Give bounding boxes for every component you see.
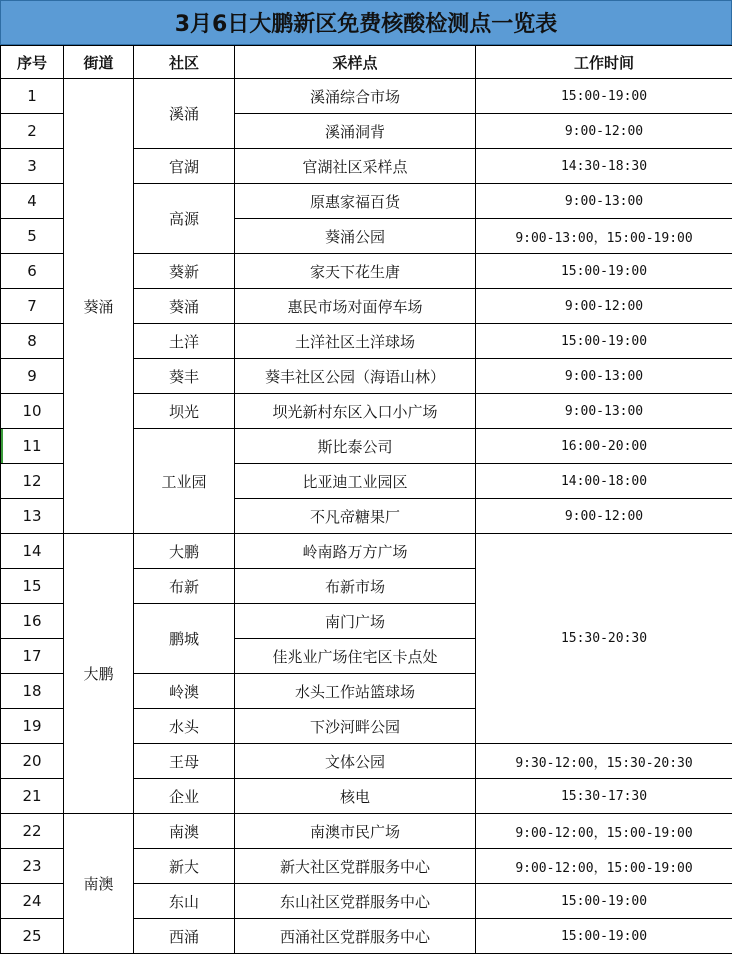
site-cell: 布新市场 <box>235 569 476 604</box>
community-cell: 葵新 <box>134 254 235 289</box>
site-cell: 原惠家福百货 <box>235 184 476 219</box>
community-cell: 葵涌 <box>134 289 235 324</box>
header-no: 序号 <box>1 46 64 79</box>
site-cell: 斯比泰公司 <box>235 429 476 464</box>
hours-cell: 9:00-13:00 <box>476 359 732 394</box>
community-cell: 溪涌 <box>134 79 235 149</box>
row-number: 3 <box>1 149 64 184</box>
site-cell: 家天下花生唐 <box>235 254 476 289</box>
row-number: 1 <box>1 79 64 114</box>
row-number: 6 <box>1 254 64 289</box>
community-cell: 官湖 <box>134 149 235 184</box>
hours-cell: 15:00-19:00 <box>476 254 732 289</box>
testing-sites-table <box>0 45 732 954</box>
hours-cell: 15:00-19:00 <box>476 79 732 114</box>
hours-cell: 9:00-13:00，15:00-19:00 <box>476 219 732 254</box>
hours-cell: 14:30-18:30 <box>476 149 732 184</box>
community-cell: 新大 <box>134 849 235 884</box>
site-cell: 溪涌洞背 <box>235 114 476 149</box>
street-cell: 大鹏 <box>64 534 134 814</box>
row-number: 8 <box>1 324 64 359</box>
hours-cell: 15:00-19:00 <box>476 884 732 919</box>
row-number: 12 <box>1 464 64 499</box>
header-row <box>1 46 732 79</box>
street-cell: 南澳 <box>64 814 134 954</box>
site-cell: 文体公园 <box>235 744 476 779</box>
row-number: 21 <box>1 779 64 814</box>
row-number: 11 <box>1 429 64 464</box>
hours-cell: 15:00-19:00 <box>476 919 732 954</box>
row-number: 5 <box>1 219 64 254</box>
community-cell: 西涌 <box>134 919 235 954</box>
header-hours: 工作时间 <box>476 46 732 79</box>
site-cell: 核电 <box>235 779 476 814</box>
row-number: 16 <box>1 604 64 639</box>
site-cell: 葵涌公园 <box>235 219 476 254</box>
site-cell: 下沙河畔公园 <box>235 709 476 744</box>
community-cell: 水头 <box>134 709 235 744</box>
community-cell: 高源 <box>134 184 235 254</box>
hours-cell: 9:00-13:00 <box>476 184 732 219</box>
community-cell: 南澳 <box>134 814 235 849</box>
hours-cell: 9:00-12:00，15:00-19:00 <box>476 849 732 884</box>
site-cell: 水头工作站篮球场 <box>235 674 476 709</box>
site-cell: 溪涌综合市场 <box>235 79 476 114</box>
hours-cell: 15:00-19:00 <box>476 324 732 359</box>
hours-cell: 14:00-18:00 <box>476 464 732 499</box>
row-number: 19 <box>1 709 64 744</box>
header-street: 街道 <box>64 46 134 79</box>
community-cell: 土洋 <box>134 324 235 359</box>
site-cell: 不凡帝糖果厂 <box>235 499 476 534</box>
community-cell: 工业园 <box>134 429 235 534</box>
hours-cell: 9:30-12:00，15:30-20:30 <box>476 744 732 779</box>
hours-cell: 15:30-17:30 <box>476 779 732 814</box>
site-cell: 惠民市场对面停车场 <box>235 289 476 324</box>
site-cell: 南澳市民广场 <box>235 814 476 849</box>
site-cell: 官湖社区采样点 <box>235 149 476 184</box>
hours-cell: 9:00-12:00 <box>476 114 732 149</box>
street-cell: 葵涌 <box>64 79 134 534</box>
site-cell: 新大社区党群服务中心 <box>235 849 476 884</box>
site-cell: 葵丰社区公园（海语山林） <box>235 359 476 394</box>
hours-cell: 16:00-20:00 <box>476 429 732 464</box>
community-cell: 葵丰 <box>134 359 235 394</box>
hours-cell: 9:00-12:00，15:00-19:00 <box>476 814 732 849</box>
site-cell: 岭南路万方广场 <box>235 534 476 569</box>
hours-cell: 15:30-20:30 <box>476 534 732 744</box>
row-number: 17 <box>1 639 64 674</box>
site-cell: 东山社区党群服务中心 <box>235 884 476 919</box>
table-title: 3月6日大鹏新区免费核酸检测点一览表 <box>0 0 732 45</box>
header-community: 社区 <box>134 46 235 79</box>
row-number: 23 <box>1 849 64 884</box>
table-row <box>1 814 732 849</box>
community-cell: 东山 <box>134 884 235 919</box>
hours-cell: 9:00-13:00 <box>476 394 732 429</box>
row-number: 4 <box>1 184 64 219</box>
site-cell: 比亚迪工业园区 <box>235 464 476 499</box>
row-number: 20 <box>1 744 64 779</box>
site-cell: 坝光新村东区入口小广场 <box>235 394 476 429</box>
row-number: 13 <box>1 499 64 534</box>
community-cell: 坝光 <box>134 394 235 429</box>
row-number: 9 <box>1 359 64 394</box>
community-cell: 企业 <box>134 779 235 814</box>
table-row <box>1 79 732 114</box>
site-cell: 佳兆业广场住宅区卡点处 <box>235 639 476 674</box>
row-number: 2 <box>1 114 64 149</box>
row-number: 10 <box>1 394 64 429</box>
community-cell: 岭澳 <box>134 674 235 709</box>
row-number: 15 <box>1 569 64 604</box>
hours-cell: 9:00-12:00 <box>476 499 732 534</box>
row-number: 14 <box>1 534 64 569</box>
row-number: 7 <box>1 289 64 324</box>
header-site: 采样点 <box>235 46 476 79</box>
community-cell: 鹏城 <box>134 604 235 674</box>
row-number: 22 <box>1 814 64 849</box>
site-cell: 土洋社区土洋球场 <box>235 324 476 359</box>
row-number: 18 <box>1 674 64 709</box>
community-cell: 王母 <box>134 744 235 779</box>
row-number: 25 <box>1 919 64 954</box>
site-cell: 西涌社区党群服务中心 <box>235 919 476 954</box>
community-cell: 大鹏 <box>134 534 235 569</box>
community-cell: 布新 <box>134 569 235 604</box>
hours-cell: 9:00-12:00 <box>476 289 732 324</box>
row-number: 24 <box>1 884 64 919</box>
site-cell: 南门广场 <box>235 604 476 639</box>
table-row <box>1 534 732 569</box>
